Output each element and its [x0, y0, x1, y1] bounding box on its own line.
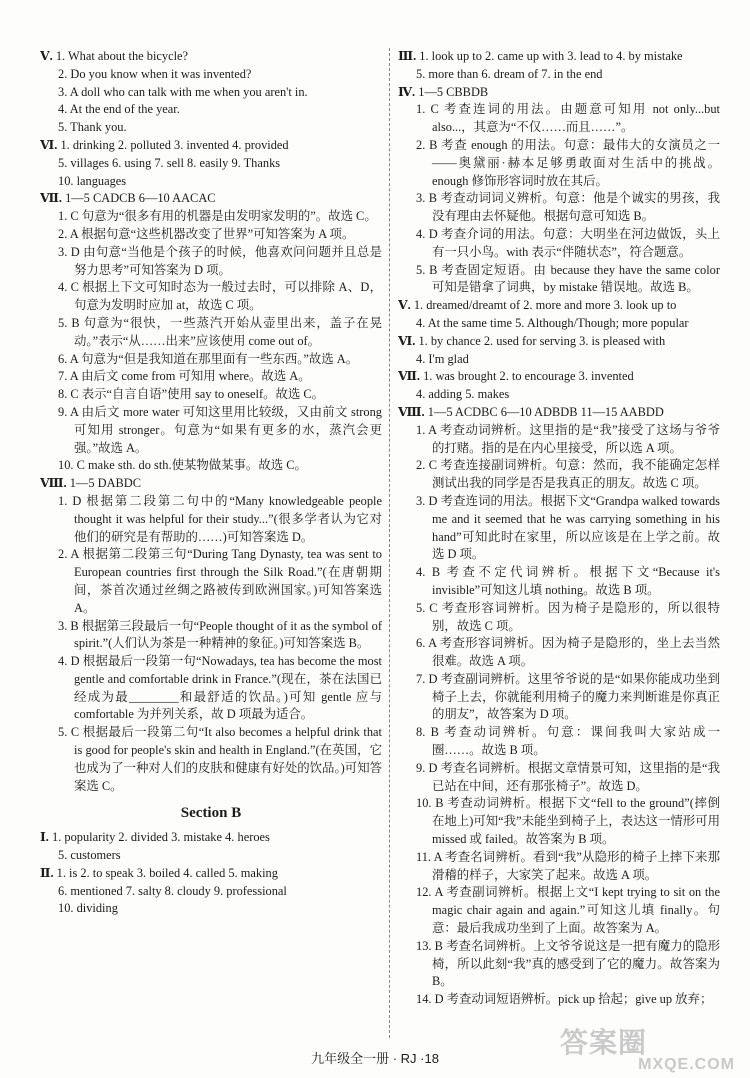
roman-numeral: Ⅴ. — [40, 49, 53, 63]
section-answer-line — [398, 404, 720, 422]
section-answer-line — [398, 297, 720, 315]
answer-text: 1. drinking 2. polluted 3. invented 4. provided — [57, 137, 289, 152]
section-answer-line — [40, 137, 382, 155]
explanation-item: 5. C 根据最后一段第二句“It also becomes a helpful drink that is good for people's skin and health in England.”(在英国，它也成为了一种对人们的皮肤和健康有好处的饮品。)可知答案选 C。 — [58, 725, 382, 793]
left-column — [40, 48, 382, 918]
explanation-item: 3. D 考查连词的用法。根据下文“Grandpa walked towards me and it seemed that he was carrying something in his hand”可知此时在家里，所以应该是在上学之前。故选 D 项。 — [416, 493, 720, 562]
roman-numeral: Ⅲ. — [398, 49, 417, 63]
roman-numeral: Ⅷ. — [40, 476, 67, 491]
answer-text: 1—5 CADCB 6—10 AACAC — [62, 191, 216, 206]
answer-line: 10. dividing — [58, 901, 118, 916]
roman-numeral: Ⅶ. — [398, 369, 420, 384]
explanation-item: 9. A 由后文 more water 可知这里用比较级，又由前文 strong 可知用 stronger。句意为“如果有更多的水，蒸汽会更强。”故选 A。 — [58, 404, 382, 455]
answer-line: 6. mentioned 7. salty 8. cloudy 9. professional — [58, 883, 287, 898]
answer-line: 5. more than 6. dream of 7. in the end — [416, 66, 603, 81]
explanation-item: 4. B 考查不定代词辨析。根据下文“Because it's invisible”可知这儿填 nothing。故选 B 项。 — [416, 565, 720, 597]
explanation-item: 5. C 考查形容词辨析。因为椅子是隐形的，所以很特别，故选 C 项。 — [416, 600, 720, 633]
explanation-item: 2. C 考查连接副词辨析。句意：然而，我不能确定怎样测试出我的同学是否是我真正的朋友。故选 C 项。 — [416, 458, 720, 491]
explanation-item: 3. B 根据第三段最后一句“People thought of it as the symbol of spirit.”(人们认为茶是一种精神的象征。)可知答案选 B。 — [58, 618, 382, 651]
explanation-item: 2. B 考查 enough 的用法。句意：最伟大的女演员之一——奥黛丽·赫本足够勇敢面对生活中的挑战。enough 修饰形容词时放在其后。 — [416, 137, 720, 188]
roman-numeral: Ⅰ. — [40, 830, 49, 845]
explanation-item: 9. D 考查名词辨析。根据文章情景可知，这里指的是“我已站在中间，还有那张椅子”。故选 D。 — [416, 760, 720, 793]
answer-line: 10. languages — [58, 173, 127, 188]
answer-line: 2. Do you know when it was invented? — [58, 66, 252, 81]
watermark-top: 答案圈 — [560, 1027, 648, 1058]
explanation-item: 1. C 考查连词的用法。由题意可知用 not only...but also...，其意为“不仅……而且……”。 — [416, 102, 720, 135]
answer-text: 1. popularity 2. divided 3. mistake 4. heroes — [48, 830, 270, 845]
explanation-item: 11. A 考查名词辨析。看到“我”从隐形的椅子上摔下来那滑稽的样子，大家笑了起来。故选 A 项。 — [416, 849, 720, 882]
answer-text: 1. dreamed/dreamt of 2. more and more 3. look up to — [410, 298, 677, 313]
roman-numeral: Ⅴ. — [398, 298, 411, 313]
answer-text: 1. look up to 2. came up with 3. lead to 4. by mistake — [416, 49, 683, 63]
explanation-item: 13. B 考查名词辨析。上文爷爷说这是一把有魔力的隐形椅，所以此刻“我”真的感受到了它的魔力。故答案为 B。 — [416, 938, 720, 989]
explanation-item: 10. B 考查动词辨析。根据下文“fell to the ground”(摔倒在地上)可知“我”未能坐到椅子上，表达这一情形可用 missed 或 failed。故答案为 B 项。 — [416, 796, 720, 847]
answer-line: 4. I'm glad — [416, 351, 469, 366]
page-footer: 九年级全一册 · RJ ·18 — [311, 1051, 439, 1066]
watermark-logo — [560, 1027, 735, 1075]
answer-line: 4. adding 5. makes — [416, 387, 510, 402]
answer-text: 1. was brought 2. to encourage 3. invented — [420, 369, 634, 384]
section-answer-line — [40, 48, 382, 66]
answer-line: 4. At the same time 5. Although/Though; more popular — [416, 315, 689, 330]
roman-numeral: Ⅵ. — [398, 333, 416, 348]
section-heading: Section B — [180, 805, 242, 822]
explanation-item: 6. A 考查形容词辨析。因为椅子是隐形的，坐上去当然很难。故选 A 项。 — [416, 636, 720, 669]
answer-text: 1—5 CBBDB — [415, 84, 489, 99]
roman-numeral: Ⅷ. — [398, 404, 425, 419]
roman-numeral: Ⅳ. — [398, 84, 416, 99]
roman-numeral: Ⅶ. — [40, 191, 62, 206]
explanation-item: 3. B 考查动词词义辨析。句意：他是个诚实的男孩，我没有理由去怀疑他。根据句意可知选 B。 — [416, 191, 720, 224]
explanation-item: 5. B 句意为“很快，一些蒸汽开始从壶里出来，盖子在晃动。”表示“从……出来”应该使用 come out of。 — [58, 315, 382, 348]
answer-line: 5. customers — [58, 848, 121, 863]
explanation-item: 2. A 根据第二段第三句“During Tang Dynasty, tea was sent to European countries first through the Silk Road.”(在唐朝期间，茶首次通过丝绸之路被传到欧洲国家。)可知答案选 A。 — [58, 547, 382, 615]
explanation-item: 4. D 根据最后一段第一句“Nowadays, tea has become the most gentle and comfortable drink in France.”(现在，茶在法国已经成为最________和最舒适的饮品。)可知 gentle 应与 comfortable 为并列关系，故 D 项最为适合。 — [58, 654, 382, 722]
column-divider — [389, 48, 390, 1038]
section-answer-line — [398, 84, 720, 102]
answer-line: 5. villages 6. using 7. sell 8. easily 9. Thanks — [58, 155, 281, 170]
section-answer-line — [398, 333, 720, 351]
answer-text: 1. What about the bicycle? — [52, 49, 189, 63]
answer-text: 1. is 2. to speak 3. boiled 4. called 5. making — [53, 865, 278, 880]
answer-text: 1—5 DABDC — [66, 476, 141, 491]
explanation-item: 6. A 句意为“但是我知道在那里面有一些东西。”故选 A。 — [58, 351, 359, 366]
explanation-item: 10. C make sth. do sth.使某物做某事。故选 C。 — [58, 458, 307, 473]
explanation-item: 1. D 根据第二段第二句中的“Many knowledgeable people thought it was helpful for their study...”(很多学者认为它对他们的研究是有帮助的……)可知答案选 D。 — [58, 493, 382, 544]
explanation-item: 1. A 考查动词辨析。这里指的是“我”接受了这场与爷爷的打赌。指的是在内心里接受，所以选 A 项。 — [416, 422, 720, 455]
watermark-bottom: MXQE.COM — [638, 1056, 735, 1073]
section-answer-line — [398, 368, 720, 386]
explanation-item: 7. A 由后文 come from 可知用 where。故选 A。 — [58, 369, 311, 384]
section-answer-line — [398, 48, 720, 66]
explanation-item: 8. C 表示“自言自语”使用 say to oneself。故选 C。 — [58, 387, 325, 402]
section-answer-line — [40, 475, 382, 493]
explanation-item: 2. A 根据句意“这些机器改变了世界”可知答案为 A 项。 — [58, 226, 355, 241]
explanation-item: 3. D 由句意“当他是个孩子的时候，他喜欢问问题并且总是努力思考”可知答案为 D 项。 — [58, 244, 382, 277]
answer-line: 5. Thank you. — [58, 120, 127, 135]
explanation-item: 5. B 考查固定短语。由 because they have the same color 可知是错拿了词典，by mistake 错误地。故选 B。 — [416, 262, 720, 295]
explanation-item: 12. A 考查副词辨析。根据上文“I kept trying to sit on the magic chair again and again.”可知这儿填 finally。句意：最后我成功坐到了上面。故答案为 A。 — [416, 885, 720, 936]
explanation-item: 8. B 考查动词辨析。句意：课间我叫大家站成一圈……。故选 B 项。 — [416, 725, 720, 758]
section-answer-line — [40, 829, 382, 847]
explanation-item: 4. D 考查介词的用法。句意：大明坐在河边做饭，头上有一只小鸟。with 表示“伴随状态”，符合题意。 — [416, 226, 720, 259]
explanation-item: 7. D 考查副词辨析。这里爷爷说的是“如果你能成功坐到椅子上去，你就能利用椅子的魔力来判断谁是你真正的朋友”，故答案为 D 项。 — [416, 671, 720, 722]
section-answer-line — [40, 865, 382, 883]
explanation-item: 1. C 句意为“很多有用的机器是由发明家发明的”。故选 C。 — [58, 209, 377, 224]
explanation-item: 14. D 考查动词短语辨析。pick up 拾起；give up 放弃； — [416, 992, 713, 1007]
answer-line: 4. At the end of the year. — [58, 102, 180, 117]
answer-line: 3. A doll who can talk with me when you aren't in. — [58, 84, 308, 99]
answer-text: 1—5 ACDBC 6—10 ADBDB 11—15 AABDD — [424, 404, 664, 419]
right-column — [398, 48, 720, 1009]
roman-numeral: Ⅱ. — [40, 865, 54, 880]
explanation-item: 4. C 根据上下文可知时态为一般过去时，可以排除 A、D，句意为发明时应加 at，故选 C 项。 — [58, 280, 382, 313]
section-answer-line — [40, 190, 382, 208]
roman-numeral: Ⅵ. — [40, 137, 58, 152]
answer-text: 1. by chance 2. used for serving 3. is pleased with — [415, 333, 666, 348]
